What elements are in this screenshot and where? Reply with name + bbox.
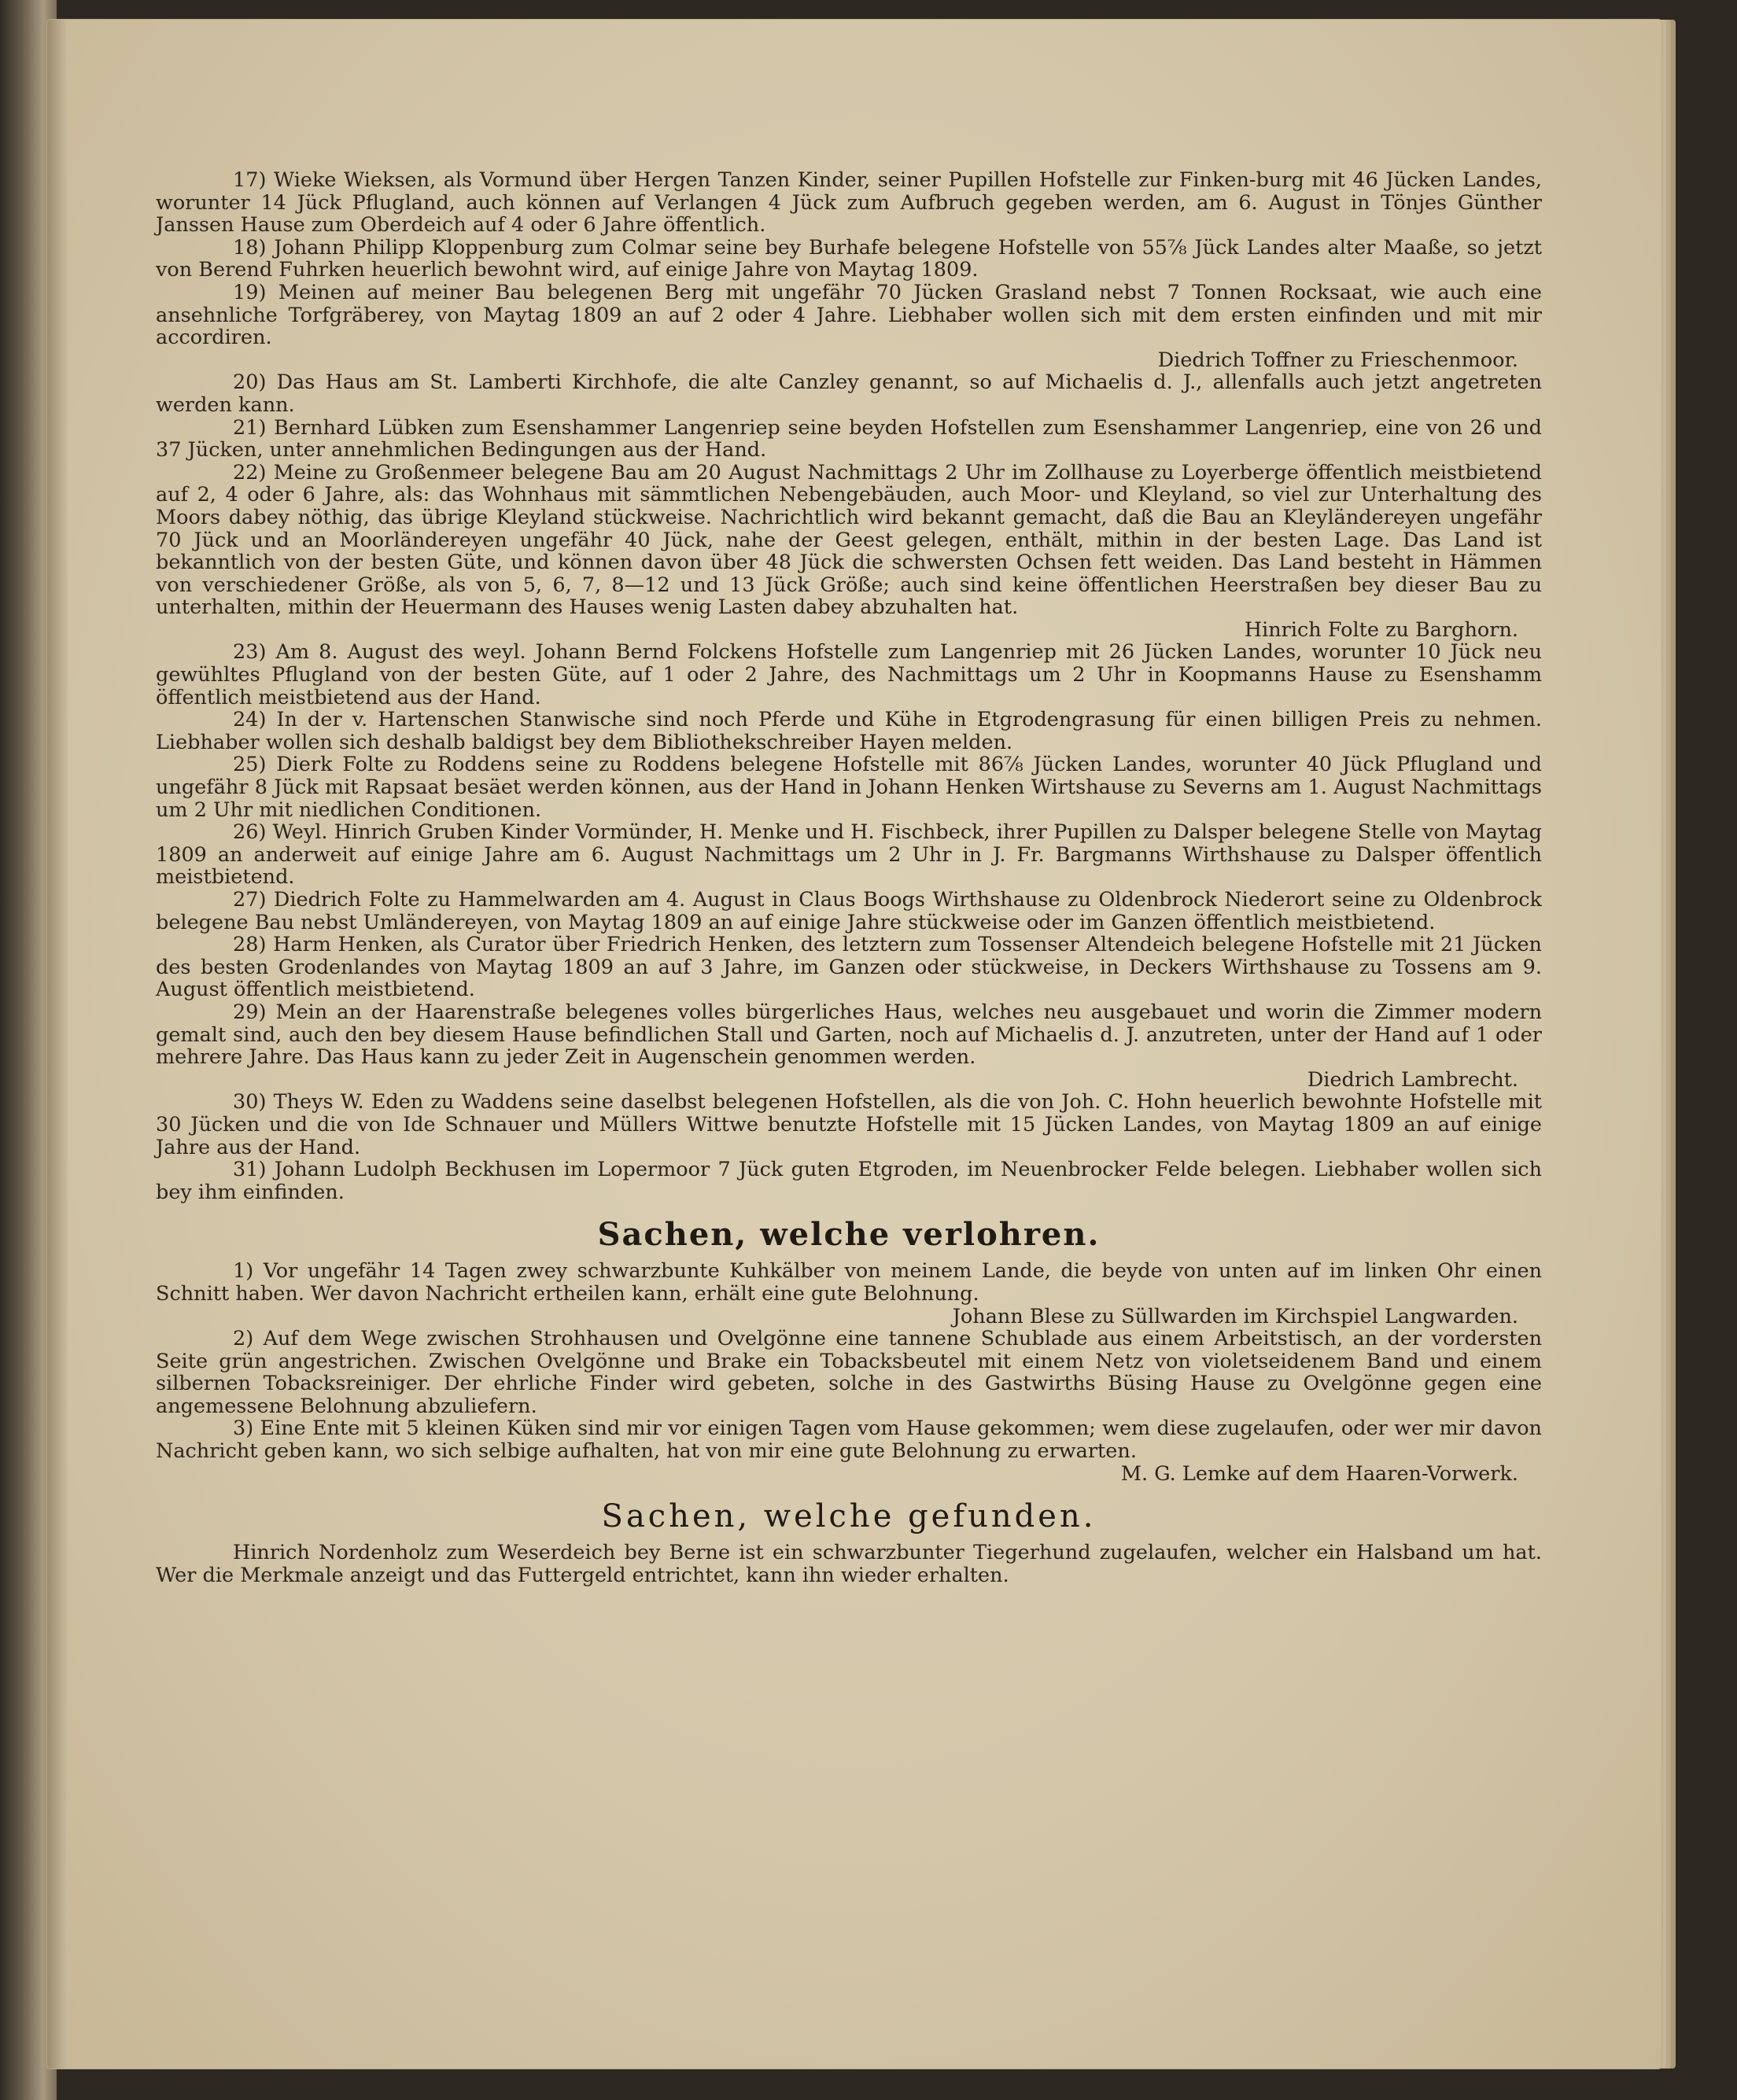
entry-31: 31) Johann Ludolph Beckhusen im Lopermoor 7 Jück guten Etgroden, im Neuenbrocker Felde belegen. Liebhaber wollen sich bey ihm einfinden. <box>156 1158 1542 1204</box>
lost-entry-2: 2) Auf dem Wege zwischen Strohhausen und Ovelgönne eine tannene Schublade aus einem Arbeitstisch, an der vordersten Seite grün angestrichen. Zwischen Ovelgönne und Brake ein Tobacksbeutel mit einem Netz von violetseidenem Band und einem silbernen Tobacksreiniger. Der ehrliche Finder wird gebeten, solche in des Gastwirths Büsing Hause zu Ovelgönne gegen eine angemessene Belohnung abzuliefern. <box>156 1327 1542 1418</box>
signature: M. G. Lemke auf dem Haaren-Vorwerk. <box>1120 1461 1518 1486</box>
signature: Hinrich Folte zu Barghorn. <box>1244 617 1518 642</box>
entry-17: 17) Wieke Wieksen, als Vormund über Hergen Tanzen Kinder, seiner Pupillen Hofstelle zur Finken-burg mit 46 Jücken Landes, worunter 14 Jück Pflugland, auch können auf Verlangen 4 Jück zum Aufbruch gegeben werden, am 6. August in Tönjes Günther Janssen Hause zum Oberdeich auf 4 oder 6 Jahre öffentlich. <box>156 168 1542 238</box>
entry-26: 26) Weyl. Hinrich Gruben Kinder Vormünder, H. Menke und H. Fischbeck, ihrer Pupillen zu Dalsper belegene Stelle von Maytag 1809 an anderweit auf einige Jahre am 6. August Nachmittags um 2 Uhr in J. Fr. Bargmanns Wirthshause zu Dalsper öffentlich meistbietend. <box>156 820 1542 890</box>
entry-30: 30) Theys W. Eden zu Waddens seine daselbst belegenen Hofstellen, als die von Joh. C. Hohn heuerlich bewohnte Hofstelle mit 30 Jücken und die von Ide Schnauer und Müllers Wittwe benutzte Hofstelle mit 15 Jücken Landes, von Maytag 1809 an auf einige Jahre aus der Hand. <box>156 1090 1542 1159</box>
newspaper-page <box>47 20 1661 2069</box>
lost-items-heading: Sachen, welche verlohren. <box>597 1216 1101 1254</box>
found-entry: Hinrich Nordenholz zum Weserdeich bey Berne ist ein schwarzbunter Tiegerhund zugelaufen, welcher ein Halsband um hat. Wer die Merkmale anzeigt und das Futtergeld entrichtet, kann ihn wieder erhalten. <box>156 1541 1542 1587</box>
entry-25: 25) Dierk Folte zu Roddens seine zu Roddens belegene Hofstelle mit 86⅞ Jücken Landes, worunter 40 Jück Pflugland und ungefähr 8 Jück mit Rapsaat besäet werden können, aus der Hand in Johann Henken Wirtshause zu Severns am 1. August Nachmittags um 2 Uhr mit niedlichen Conditionen. <box>156 753 1542 822</box>
entry-28: 28) Harm Henken, als Curator über Friedrich Henken, des letztern zum Tossenser Altendeich belegene Hofstelle mit 21 Jücken des besten Grodenlandes von Maytag 1809 an auf 3 Jahre, im Ganzen oder stückweise, in Deckers Wirthshause zu Tossens am 9. August öffentlich meistbietend. <box>156 933 1542 1002</box>
entry-23: 23) Am 8. August des weyl. Johann Bernd Folckens Hofstelle zum Langenriep mit 26 Jücken Landes, worunter 10 Jück neu gewühltes Pflugland von der besten Güte, auf 1 oder 2 Jahre, des Nachmittags um 2 Uhr in Koopmanns Hause zu Esenshamm öffentlich meistbietend aus der Hand. <box>156 640 1542 709</box>
found-items-heading: Sachen, welche gefunden. <box>601 1498 1097 1535</box>
entry-18: 18) Johann Philipp Kloppenburg zum Colmar seine bey Burhafe belegene Hofstelle von 55⅞ Jück Landes alter Maaße, so jetzt von Berend Fuhrken heuerlich bewohnt wird, auf einige Jahre von Maytag 1809. <box>156 235 1542 282</box>
entry-21: 21) Bernhard Lübken zum Esenshammer Langenriep seine beyden Hofstellen zum Esenshammer Langenriep, eine von 26 und 37 Jücken, unter annehmlichen Bedingungen aus der Hand. <box>156 415 1542 462</box>
entry-19: 19) Meinen auf meiner Bau belegenen Berg mit ungefähr 70 Jücken Grasland nebst 7 Tonnen Rocksaat, wie auch eine ansehnliche Torfgräberey, von Maytag 1809 an auf 2 oder 4 Jahre. Liebhaber wollen sich mit dem ersten einfinden und mit mir accordiren. Diedrich Toffner zu Frieschenmoor. <box>156 280 1542 372</box>
entry-29: 29) Mein an der Haarenstraße belegenes volles bürgerliches Haus, welches neu ausgebauet und worin die Zimmer modern gemalt sind, auch den bey diesem Hause befindlichen Stall und Garten, noch auf Michaelis d. J. anzutreten, unter der Hand auf 1 oder mehrere Jahre. Das Haus kann zu jeder Zeit in Augenschein genommen werden. Diedrich Lambrecht. <box>156 1000 1542 1092</box>
signature: Johann Blese zu Süllwarden im Kirchspiel Langwarden. <box>952 1304 1518 1328</box>
entry-24: 24) In der v. Hartenschen Stanwische sind noch Pferde und Kühe in Etgrodengrasung für einen billigen Preis zu nehmen. Liebhaber wollen sich deshalb baldigst bey dem Bibliothekschreiber Hayen melden. <box>156 708 1542 754</box>
signature: Diedrich Toffner zu Frieschenmoor. <box>1157 348 1518 372</box>
page-fold-shadow <box>47 20 68 2069</box>
signature: Diedrich Lambrecht. <box>1307 1067 1518 1092</box>
page-text <box>156 169 1542 1586</box>
lost-entry-3: 3) Eine Ente mit 5 kleinen Küken sind mir vor einigen Tagen vom Hause gekommen; wem diese zugelaufen, oder wer mir davon Nachricht geben kann, wo sich selbige aufhalten, hat von mir eine gute Belohnung zu erwarten. M. G. Lemke auf dem Haaren-Vorwerk. <box>156 1417 1542 1486</box>
entry-22: 22) Meine zu Großenmeer belegene Bau am 20 August Nachmittags 2 Uhr im Zollhause zu Loyerberge öffentlich meistbietend auf 2, 4 oder 6 Jahre, als: das Wohnhaus mit sämmtlichen Nebengebäuden, auch Moor- und Kleyland, so viel zur Unterhaltung des Moors dabey nöthig, das übrige Kleyland stückweise. Nachrichtlich wird bekannt gemacht, daß die Bau an Kleyländereyen ungefähr 70 Jück und an Moorländereyen ungefähr 40 Jück, nahe der Geest gelegen, enthält, mithin in der besten Lage. Das Land ist bekanntlich von der besten Güte, und können davon über 48 Jück die schwersten Ochsen fett weiden. Das Land besteht in Hämmen von verschiedener Größe, als von 5, 6, 7, 8—12 und 13 Jück Größe; auch sind keine öffentlichen Heerstraßen bey dieser Bau zu unterhalten, mithin der Heuermann des Hauses wenig Lasten dabey abzuhalten hat. Hinrich Folte zu Barghorn. <box>156 460 1542 642</box>
lost-entry-1: 1) Vor ungefähr 14 Tagen zwey schwarzbunte Kuhkälber von meinem Lande, die beyde von unten auf im linken Ohr einen Schnitt haben. Wer davon Nachricht ertheilen kann, erhält eine gute Belohnung. Johann Blese zu Süllwarden im Kirchspiel Langwarden. <box>156 1259 1542 1328</box>
entry-27: 27) Diedrich Folte zu Hammelwarden am 4. August in Claus Boogs Wirthshause zu Oldenbrock Niederort seine zu Oldenbrock belegene Bau nebst Umländereyen, von Maytag 1809 an auf einige Jahre stückweise oder im Ganzen öffentlich meistbietend. <box>156 888 1542 934</box>
entry-20: 20) Das Haus am St. Lamberti Kirchhofe, die alte Canzley genannt, so auf Michaelis d. J., allenfalls auch jetzt angetreten werden kann. <box>156 370 1542 417</box>
